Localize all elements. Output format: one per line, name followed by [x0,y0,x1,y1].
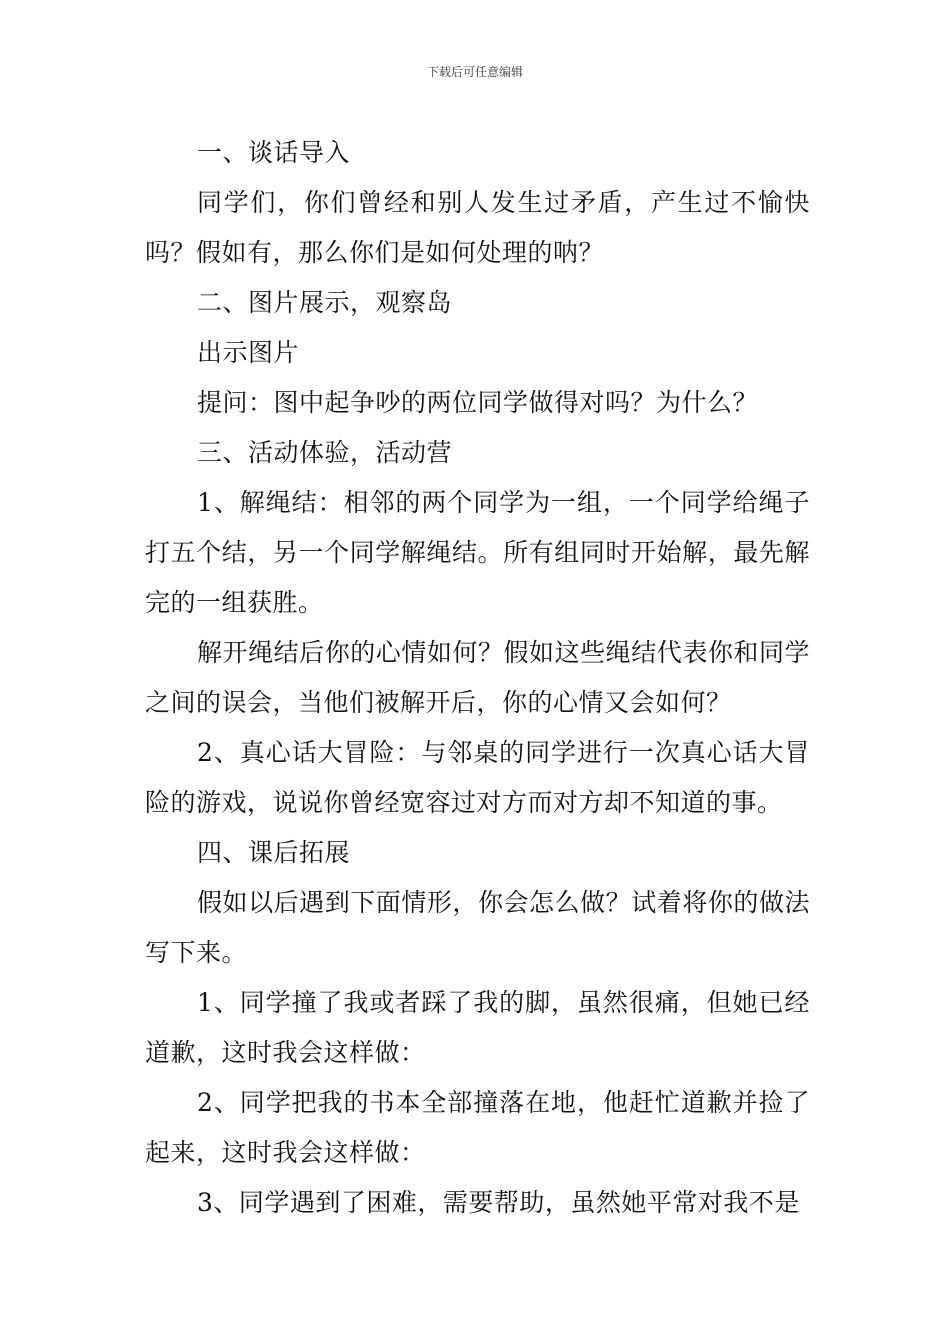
paragraph: 2、同学把我的书本全部撞落在地，他赶忙道歉并捡了起来，这时我会这样做： [145,1088,810,1167]
page-header-note: 下载后可任意编辑 [426,65,523,79]
section-heading-intro: 一、谈话导入 [197,138,351,167]
paragraph: 解开绳结后你的心情如何？假如这些绳结代表你和同学之间的误会，当他们被解开后，你的心情又会如何？ [145,638,810,717]
paragraph: 2、真心话大冒险：与邻桌的同学进行一次真心话大冒险的游戏，说说你曾经宽容过对方而对方却不知道的事。 [145,738,810,817]
paragraph: 同学们，你们曾经和别人发生过矛盾，产生过不愉快吗？假如有，那么你们是如何处理的呐？ [145,188,810,267]
section-heading-extension: 四、课后拓展 [197,838,351,867]
section-heading-activities: 三、活动体验，活动营 [197,438,453,467]
paragraph: 提问：图中起争吵的两位同学做得对吗？为什么？ [197,388,759,417]
paragraph: 出示图片 [197,338,300,367]
paragraph: 1、解绳结：相邻的两个同学为一组，一个同学给绳子打五个结，另一个同学解绳结。所有组同时开始解，最先解完的一组获胜。 [145,488,810,617]
section-heading-pictures: 二、图片展示，观察岛 [197,288,453,317]
paragraph: 3、同学遇到了困难，需要帮助，虽然她平常对我不是 [197,1188,800,1217]
document-body [145,128,810,1228]
paragraph: 假如以后遇到下面情形，你会怎么做？试着将你的做法写下来。 [145,888,810,967]
paragraph: 1、同学撞了我或者踩了我的脚，虽然很痛，但她已经道歉，这时我会这样做： [145,988,810,1067]
